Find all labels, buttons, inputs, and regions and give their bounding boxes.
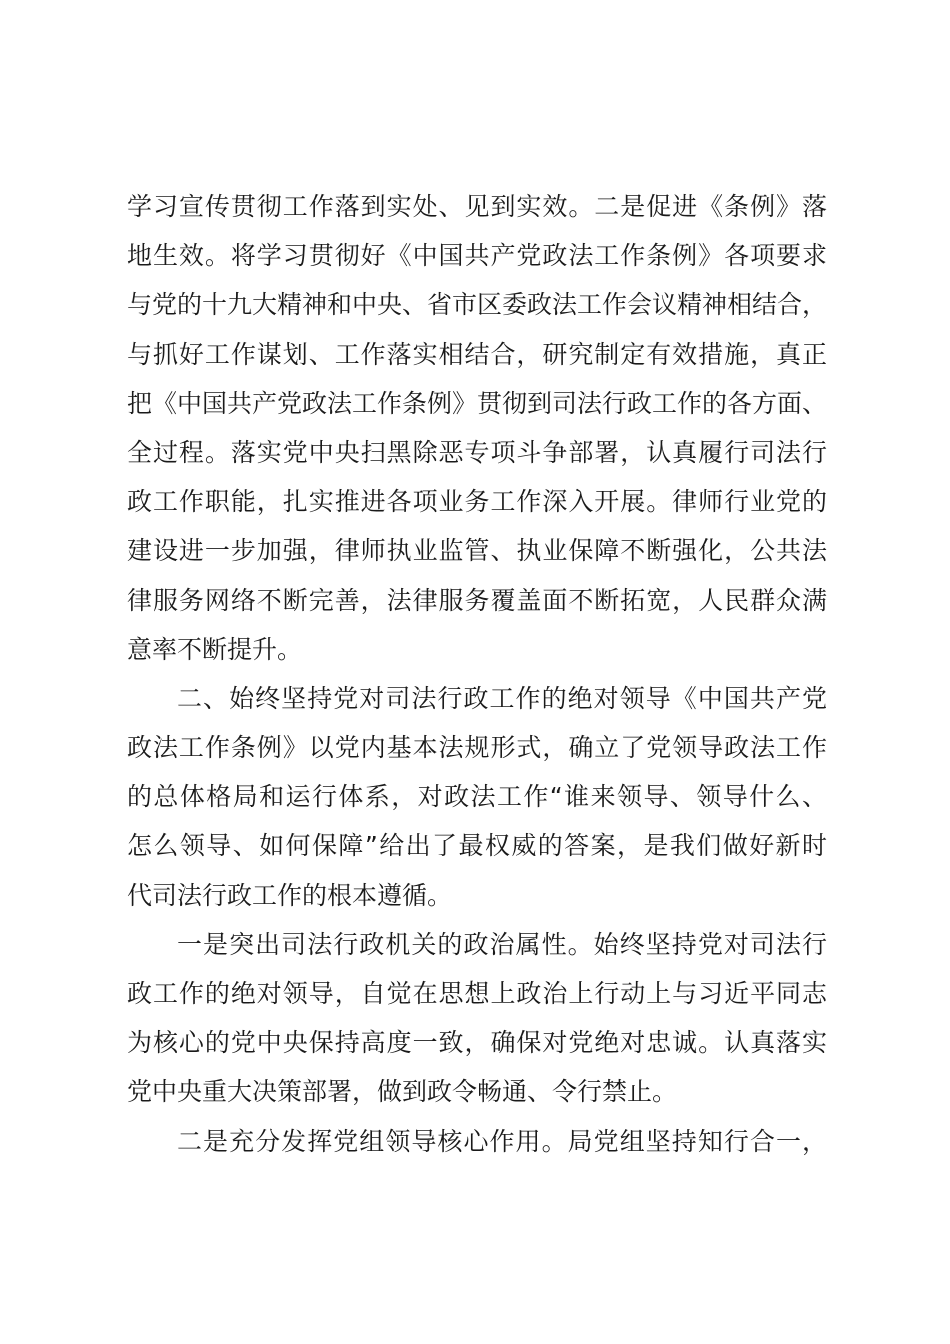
text-line: 把《中国共产党政法工作条例》贯彻到司法行政工作的各方面、 xyxy=(127,388,828,418)
text-line: 政工作的绝对领导，自觉在思想上政治上行动上与习近平同志 xyxy=(127,979,827,1008)
text-line: 与党的十九大精神和中央、省市区委政法工作会议精神相结合， xyxy=(127,290,828,320)
text-line: 意率不断提升。 xyxy=(127,634,303,664)
text-line: 地生效。将学习贯彻好《中国共产党政法工作条例》各项要求 xyxy=(127,241,827,271)
text-line: 怎么领导、如何保障”给出了最权威的答案，是我们做好新时 xyxy=(127,831,827,861)
text-line: 的总体格局和运行体系，对政法工作“谁来领导、领导什么、 xyxy=(127,782,827,812)
text-line: 全过程。落实党中央扫黑除恶专项斗争部署，认真履行司法行 xyxy=(127,437,827,467)
text-line: 建设进一步加强，律师执业监管、执业保障不断强化，公共法 xyxy=(127,536,827,566)
text-line: 二、始终坚持党对司法行政工作的绝对领导《中国共产党 xyxy=(177,683,827,713)
paragraph xyxy=(127,1117,827,1166)
text-line: 与抓好工作谋划、工作落实相结合，研究制定有效措施，真正 xyxy=(127,339,827,369)
paragraph xyxy=(127,674,827,920)
paragraph xyxy=(127,920,827,1117)
text-line: 律服务网络不断完善，法律服务覆盖面不断拓宽，人民群众满 xyxy=(127,585,827,615)
text-line: 政工作职能，扎实推进各项业务工作深入开展。律师行业党的 xyxy=(127,487,827,517)
text-line: 代司法行政工作的根本遵循。 xyxy=(127,880,453,910)
text-line: 学习宣传贯彻工作落到实处、见到实效。二是促进《条例》落 xyxy=(127,192,827,221)
text-line: 党中央重大决策部署，做到政令畅通、令行禁止。 xyxy=(127,1077,678,1107)
paragraph xyxy=(127,182,827,674)
text-line: 政法工作条例》以党内基本法规形式，确立了党领导政法工作 xyxy=(127,733,827,763)
text-line: 为核心的党中央保持高度一致，确保对党绝对忠诚。认真落实 xyxy=(127,1028,827,1058)
document-body xyxy=(127,182,827,1166)
text-line: 一是突出司法行政机关的政治属性。始终坚持党对司法行 xyxy=(177,929,827,959)
text-line: 二是充分发挥党组领导核心作用。局党组坚持知行合一， xyxy=(177,1126,827,1156)
